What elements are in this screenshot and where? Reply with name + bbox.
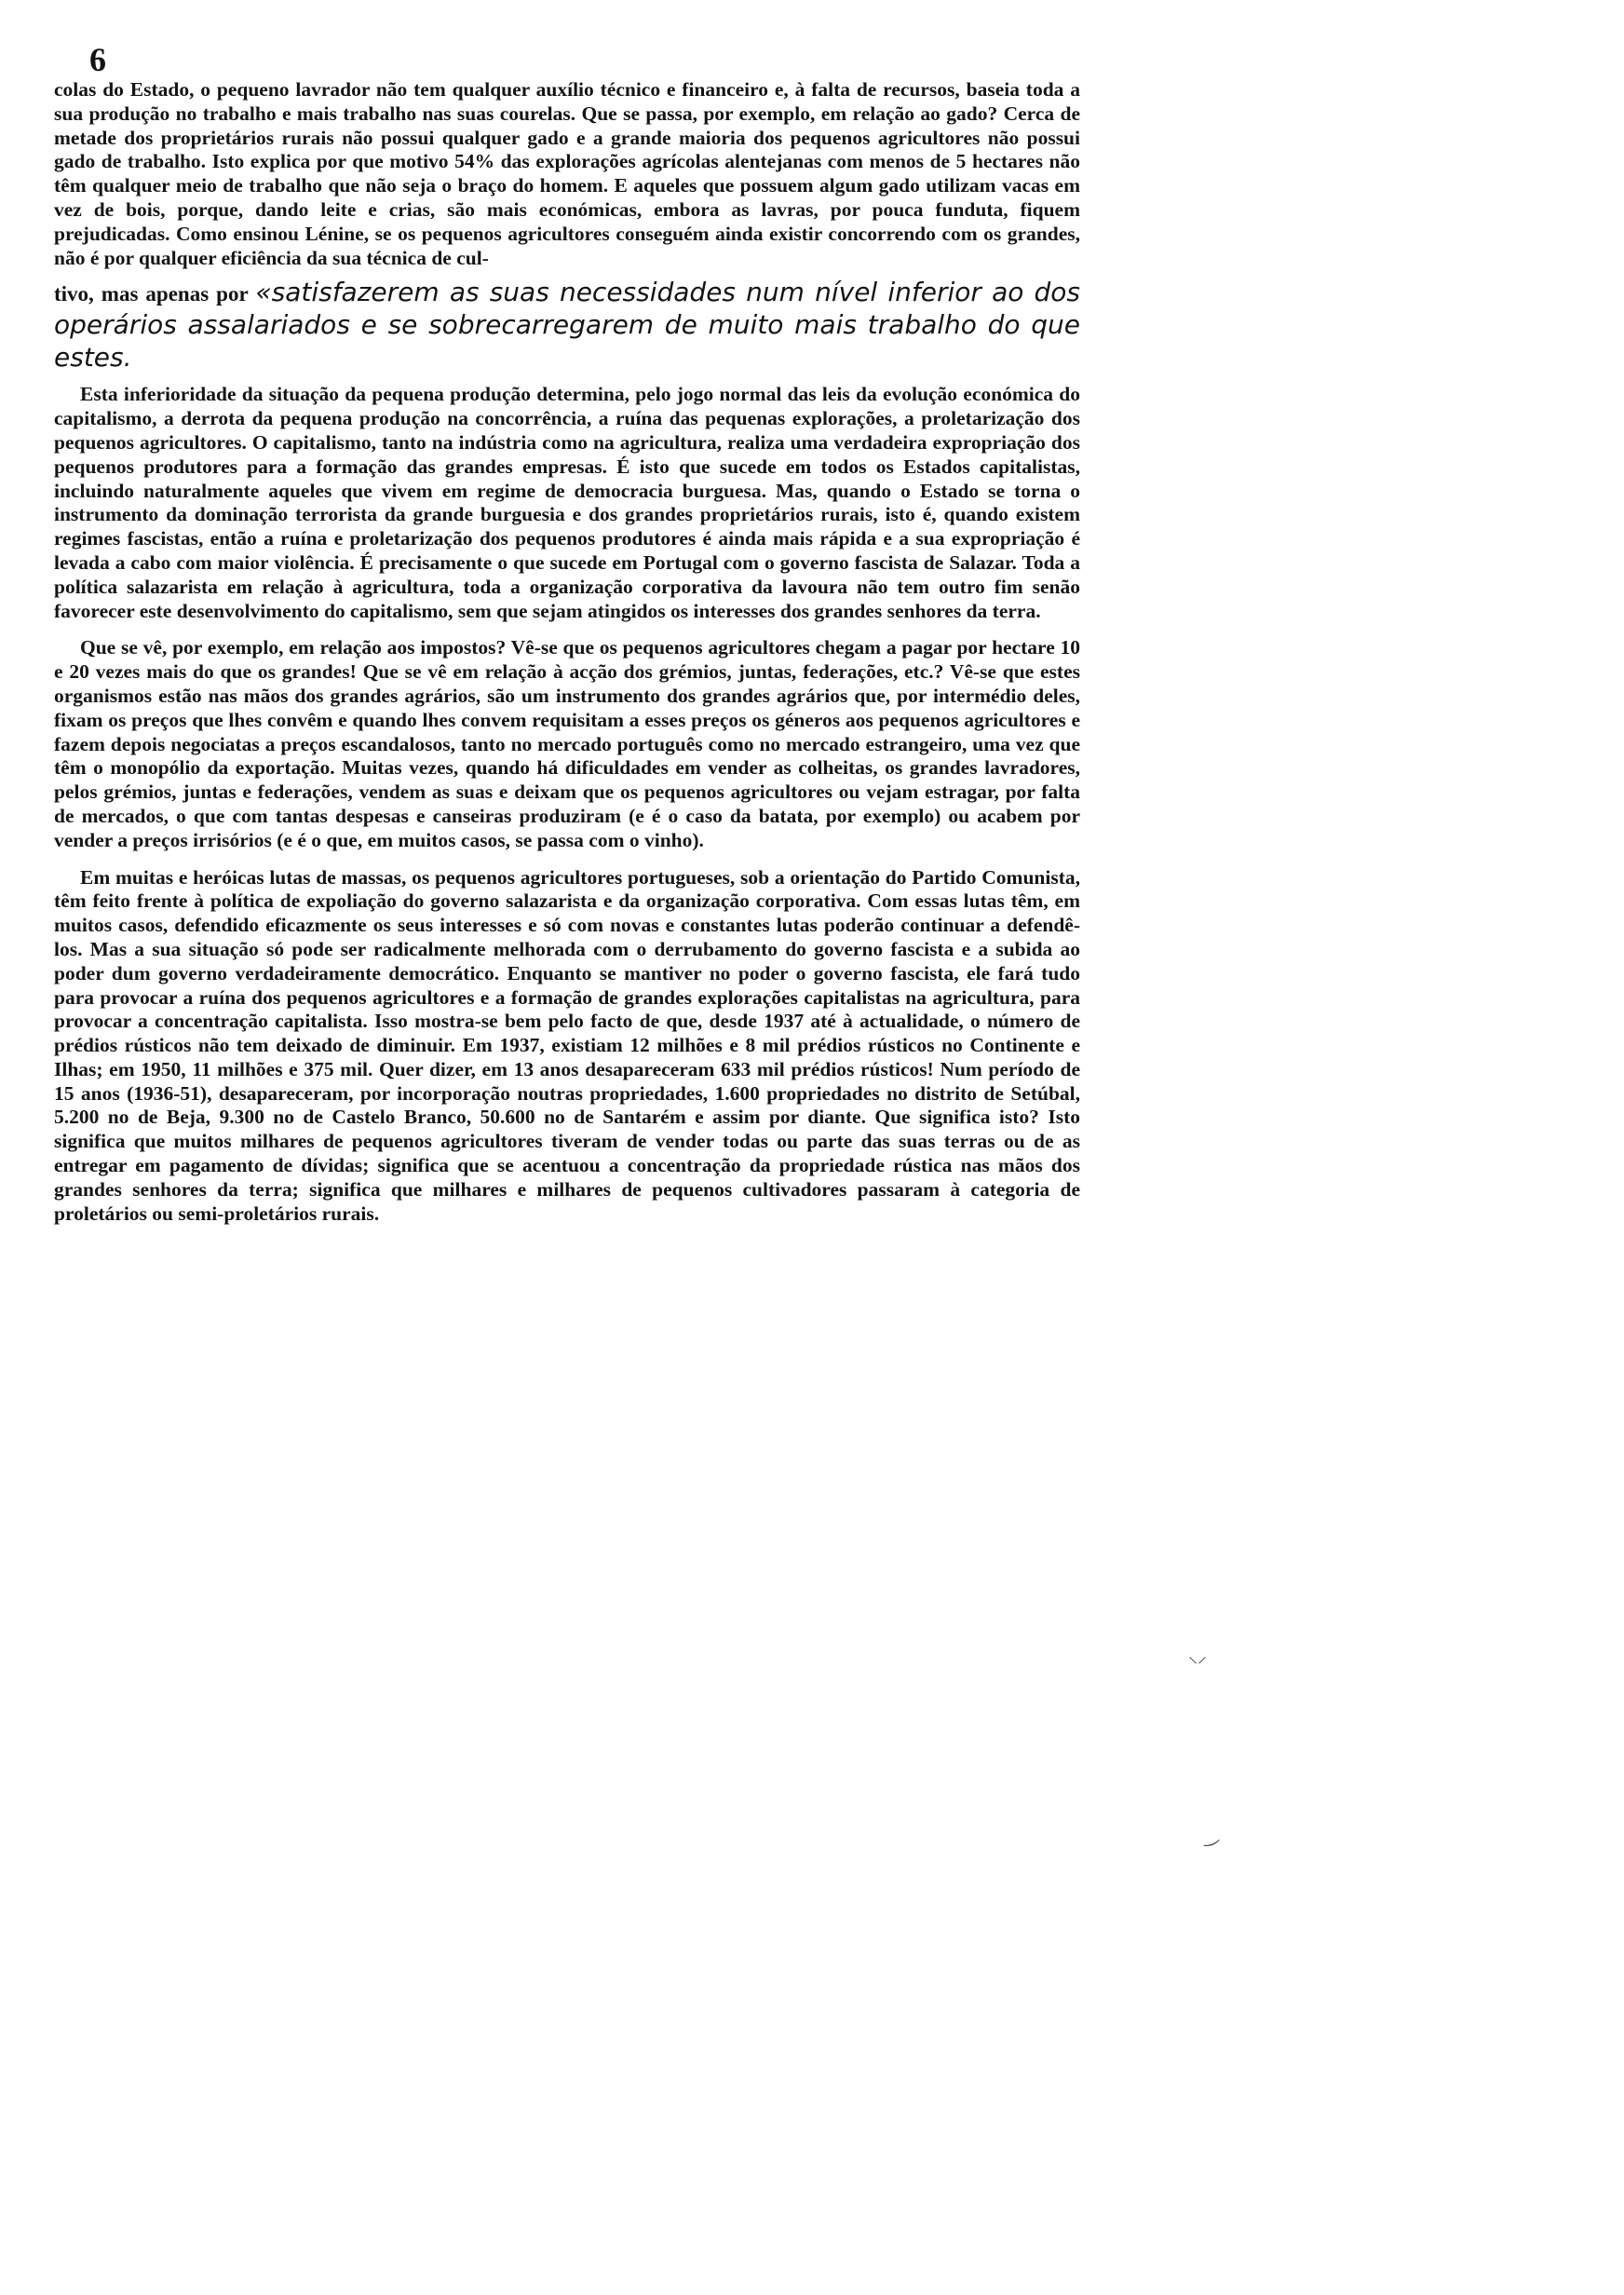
lenin-quote: «satisfazerem as suas necessidades num nível inferior ao dos operários assalariados e se sobrecarregarem de muito mais trabalho do que estes. xyxy=(54,277,1081,373)
body-text xyxy=(54,78,1080,1226)
paragraph-2-lead: tivo, mas apenas por xyxy=(54,282,249,306)
paragraph-2 xyxy=(54,276,1080,373)
paragraph-3: Esta inferioridade da situação da pequena produção determina, pelo jogo normal das leis da evolução económica do capitalismo, a derrota da pequena produção na concorrência, a ruína das pequenas explorações, a proletarização dos pequenos agricultores. O capitalismo, tanto na indústria como na agricultura, realiza uma verdadeira expropriação dos pequenos produtores para a formação das grandes empresas. É isto que sucede em todos os Estados capitalistas, incluindo naturalmente aqueles que vivem em regime de democracia burguesa. Mas, quando o Estado se torna o instrumento da dominação terrorista da grande burguesia e dos grandes proprietários rurais, isto é, quando existem regimes fascistas, então a ruína e proletarização dos pequenos produtores é ainda mais rápida e a sua expropriação é levada a cabo com maior violência. É precisamente o que sucede em Portugal com o governo fascista de Salazar. Toda a política salazarista em relação à agricultura, toda a organização corporativa da lavoura não tem outro fim senão favorecer este desenvolvimento do capitalismo, sem que sejam atingidos os interesses dos grandes senhores da terra. xyxy=(54,383,1080,622)
scan-speck-mark: ⸌⸍ xyxy=(1188,1652,1207,1675)
paragraph-5: Em muitas e heróicas lutas de massas, os pequenos agricultores portugueses, sob a orientação do Partido Comunista, têm feito frente à política de expoliação do governo salazarista e da organização corporativa. Com essas lutas têm, em muitos casos, defendido eficazmente os seus interesses e só com novas e constantes lutas poderão continuar a defendê-los. Mas a sua situação só pode ser radicalmente melhorada com o derrubamento do governo fascista e a subida ao poder dum governo verdadeiramente democrático. Enquanto se mantiver no poder o governo fascista, ele fará tudo para provocar a ruína dos pequenos agricultores e a formação de grandes explorações capitalistas na agricultura, para provocar a concentração capitalista. Isso mostra-se bem pelo facto de que, desde 1937 até à actualidade, o número de prédios rústicos não tem deixado de diminuir. Em 1937, existiam 12 milhões e 8 mil prédios rústicos no Continente e Ilhas; em 1950, 11 milhões e 375 mil. Quer dizer, em 13 anos desapareceram 633 mil prédios rústicos! Num período de 15 anos (1936-51), desapareceram, por incorporação noutras propriedades, 1.600 propriedades no distrito de Setúbal, 5.200 no de Beja, 9.300 no de Castelo Branco, 50.600 no de Santarém e assim por diante. Que significa isto? Isto significa que muitos milhares de pequenos agricultores tiveram de vender todas ou parte das suas terras ou de as entregar em pagamento de dívidas; significa que se acentuou a concentração da propriedade rústica nas mãos dos grandes senhores da terra; significa que milhares e milhares de pequenos cultivadores passaram à categoria de proletários ou semi-proletários rurais. xyxy=(54,865,1080,1225)
scan-speck-mark: ‿ xyxy=(1198,1821,1220,1849)
page-number: 6 xyxy=(89,41,106,78)
paragraph-1: colas do Estado, o pequeno lavrador não tem qualquer auxílio técnico e financeiro e, à falta de recursos, baseia toda a sua produção no trabalho e mais trabalho nas suas courelas. Que se passa, por exemplo, em relação ao gado? Cerca de metade dos proprietários rurais não possui qualquer gado e a grande maioria dos pequenos agricultores não possui gado de trabalho. Isto explica por que motivo 54% das explorações agrícolas alentejanas com menos de 5 hectares não têm qualquer meio de trabalho que não seja o braço do homem. E aqueles que possuem algum gado utilizam vacas em vez de bois, porque, dando leite e crias, são mais económicas, embora as lavras, por pouca funduta, fiquem prejudicadas. Como ensinou Lénine, se os pequenos agricultores conseguém ainda existir concorrendo com os grandes, não é por qualquer eficiência da sua técnica de cul- xyxy=(54,78,1080,269)
paragraph-4: Que se vê, por exemplo, em relação aos impostos? Vê-se que os pequenos agricultores chegam a pagar por hectare 10 e 20 vezes mais do que os grandes! Que se vê em relação à acção dos grémios, juntas, federações, etc.? Vê-se que estes organismos estão nas mãos dos grandes agrários, são um instrumento dos grandes agrários que, por intermédio deles, fixam os preços que lhes convêm e quando lhes convem requisitam a esses preços os géneros aos pequenos agricultores e fazem depois negociatas a preços escandalosos, tanto no mercado português como no mercado estrangeiro, uma vez que têm o monopólio da exportação. Muitas vezes, quando há dificuldades em vender as colheitas, os grandes lavradores, pelos grémios, juntas e federações, vendem as suas e deixam que os pequenos agricultores ou vejam estragar, por falta de mercados, o que com tantas despesas e canseiras produziram (e é o caso da batata, por exemplo) ou acabem por vender a preços irrisórios (e é o que, em muitos casos, se passa com o vinho). xyxy=(54,636,1080,851)
